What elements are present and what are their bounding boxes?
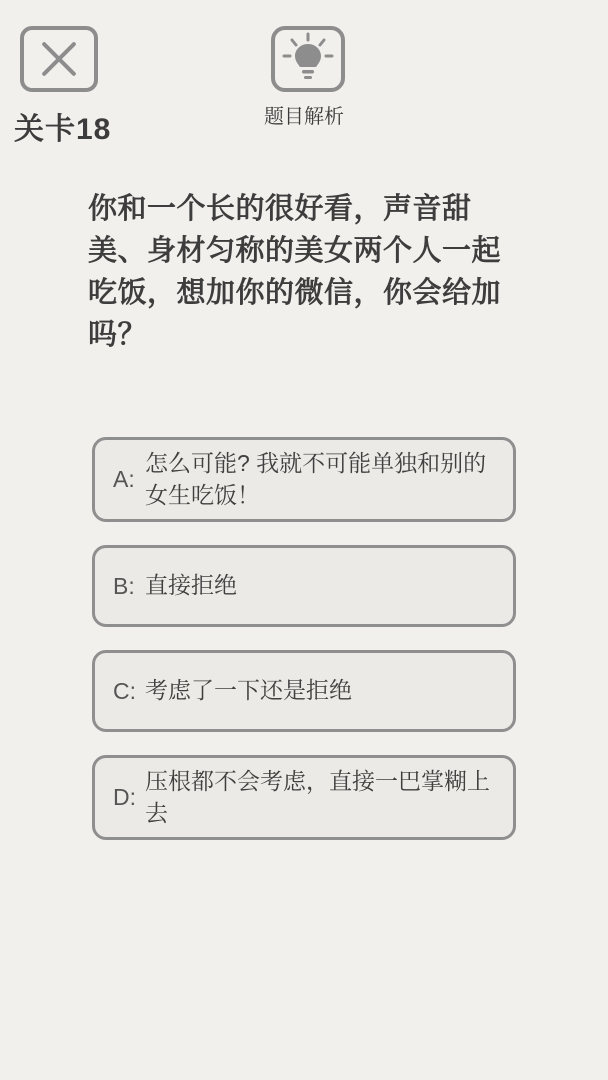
- hint-label: 题目解析: [264, 106, 344, 128]
- option-b[interactable]: [92, 545, 516, 627]
- option-c-key: C:: [113, 677, 136, 704]
- page-title: 关卡18: [14, 113, 112, 146]
- option-c[interactable]: [92, 650, 516, 732]
- close-icon[interactable]: [20, 26, 98, 92]
- top-bar: [0, 0, 608, 150]
- option-c-label: 考虑了一下还是拒绝: [145, 677, 352, 704]
- option-a-label: 怎么可能? 我就不可能单独和别的女生吃饭！: [145, 449, 487, 508]
- lightbulb-icon-glyph: [275, 30, 341, 88]
- lightbulb-icon[interactable]: [271, 26, 345, 92]
- option-d-label: 压根都不会考虑，直接一巴掌糊上去: [145, 767, 490, 826]
- hint-button[interactable]: [264, 26, 348, 129]
- option-d[interactable]: [92, 755, 516, 840]
- option-a-key: A:: [113, 466, 135, 492]
- option-b-label: 直接拒绝: [145, 572, 237, 599]
- question-text: 你和一个长的很好看，声音甜美、身材匀称的美女两个人一起吃饭，想加你的微信，你会给加吗？: [88, 193, 502, 352]
- options-list: [92, 437, 516, 863]
- option-b-key: B:: [113, 572, 135, 599]
- close-button[interactable]: [20, 26, 98, 92]
- option-a[interactable]: [92, 437, 516, 522]
- option-d-key: D:: [113, 784, 136, 810]
